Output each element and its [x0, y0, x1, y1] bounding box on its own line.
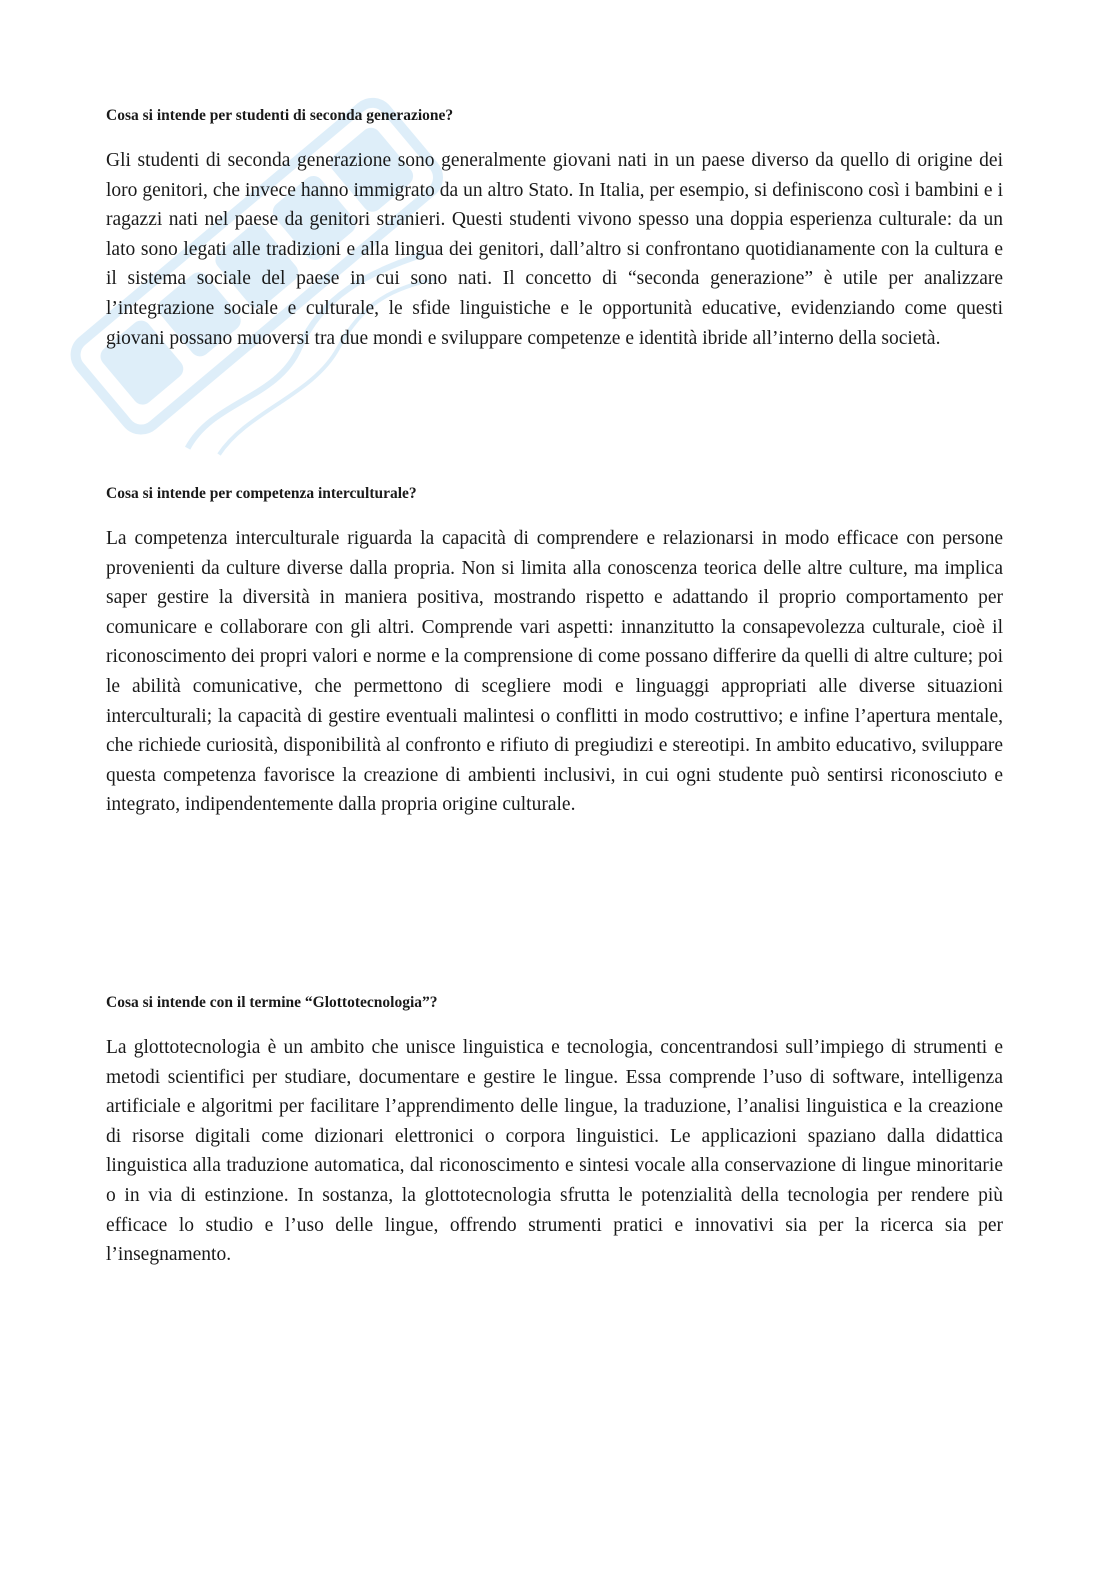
section-seconda-generazione — [106, 106, 1003, 353]
question-heading: Cosa si intende per competenza interculturale? — [106, 485, 417, 502]
section-glottotecnologia — [106, 993, 1003, 1270]
answer-paragraph: La competenza interculturale riguarda la capacità di comprendere e relazionarsi in modo efficace con persone provenienti da culture diverse dalla propria. Non si limita alla conoscenza teorica delle altre culture, ma implica saper gestire la diversità in maniera positiva, mostrando rispetto e adattando il proprio comportamento per comunicare e collaborare con gli altri. Comprende vari aspetti: innanzitutto la consapevolezza culturale, cioè il riconoscimento dei propri valori e norme e la comprensione di come possano differire da quelli di altre culture; poi le abilità comunicative, che permettono di scegliere modi e linguaggi appropriati alle diverse situazioni interculturali; la capacità di gestire eventuali malintesi o conflitti in modo costruttivo; e infine l’apertura mentale, che richiede curiosità, disponibilità al confronto e rifiuto di pregiudizi e stereotipi. In ambito educativo, sviluppare questa competenza favorisce la creazione di ambienti inclusivi, in cui ogni studente può sentirsi riconosciuto e integrato, indipendentemente dalla propria origine culturale. — [106, 528, 1003, 816]
answer-paragraph: La glottotecnologia è un ambito che unisce linguistica e tecnologia, concentrandosi sull’impiego di strumenti e metodi scientifici per studiare, documentare e gestire le lingue. Essa comprende l’uso di software, intelligenza artificiale e algoritmi per facilitare l’apprendimento delle lingue, la traduzione, l’analisi linguistica e la creazione di risorse digitali come dizionari elettronici o corpora linguistici. Le applicazioni spaziano dalla didattica linguistica alla traduzione automatica, dal riconoscimento e sintesi vocale alla conservazione di lingue minoritarie o in via di estinzione. In sostanza, la glottotecnologia sfrutta le potenzialità della tecnologia per rendere più efficace lo studio e l’uso delle lingue, offrendo strumenti pratici e innovativi sia per la ricerca sia per l’insegnamento. — [106, 1037, 1003, 1266]
section-competenza-interculturale — [106, 484, 1003, 820]
answer-paragraph: Gli studenti di seconda generazione sono generalmente giovani nati in un paese diverso da quello di origine dei loro genitori, che invece hanno immigrato da un altro Stato. In Italia, per esempio, si definiscono così i bambini e i ragazzi nati nel paese da genitori stranieri. Questi studenti vivono spesso una doppia esperienza culturale: da un lato sono legati alle tradizioni e alla lingua dei genitori, dall’altro si confrontano quotidianamente con la cultura e il sistema sociale del paese in cui sono nati. Il concetto di “seconda generazione” è utile per analizzare l’integrazione sociale e culturale, le sfide linguistiche e le opportunità educative, evidenziando come questi giovani possano muoversi tra due mondi e sviluppare competenze e identità ibride all’interno della società. — [106, 150, 1003, 349]
question-heading: Cosa si intende con il termine “Glottotecnologia”? — [106, 994, 438, 1011]
question-heading: Cosa si intende per studenti di seconda generazione? — [106, 107, 454, 124]
